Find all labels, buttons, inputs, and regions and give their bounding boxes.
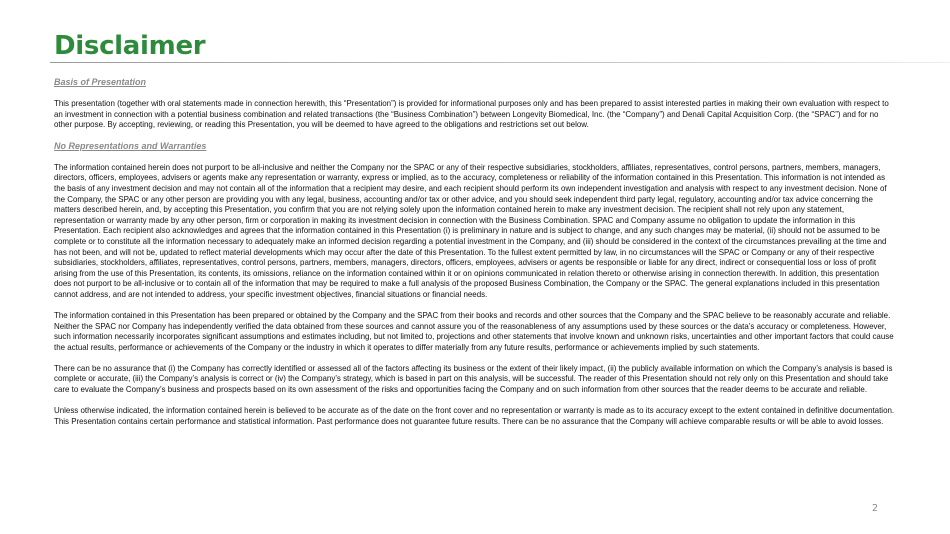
no-representations-heading: No Representations and Warranties (54, 140, 207, 151)
title-divider (50, 62, 950, 63)
page-number: 2 (872, 503, 879, 514)
page-title: Disclaimer (54, 31, 206, 61)
basis-of-presentation-paragraph: This presentation (together with oral statements made in connection herewith, this “Presentation”) is provided for informational purposes only and has been prepared to assist interested parties in making their own evaluation with respect to an investment in connection with a potential business combination and related transactions (the “Business Combination”) between Longevity Biomedical, Inc. (the “Company”) and Denali Capital Acquisition Corp. (the “SPAC”) and for no other purpose. By accepting, reviewing, or reading this Presentation, you will be deemed to have agreed to the obligations and restrictions set out below. (54, 99, 889, 130)
no-representations-paragraph-4: Unless otherwise indicated, the information contained herein is believed to be accurate as of the date on the front cover and no representation or warranty is made as to its accuracy except to the extent contained in definitive documentation. This Presentation contains certain performance and statistical information. Past performance does not guarantee future results. There can be no assurance that the Company will achieve comparable results or will be able to avoid losses. (54, 406, 895, 426)
no-representations-paragraph-1: The information contained herein does not purport to be all-inclusive and neither the Company nor the SPAC or any of their respective subsidiaries, stockholders, affiliates, representatives, control persons, partners, members, managers, directors, officers, employees, advisers or agents make any representation or warranty, express or implied, as to the accuracy, completeness or reliability of the information contained in this Presentation. This information is not intended as the basis of any investment decision and may not contain all of the information that a recipient may desire, and each recipient should perform its own independent investigation and analysis with respect to any investment decision. None of the Company, the SPAC or any other person are providing you with any legal, business, accounting and/or tax or other advice, and you should seek independent third party legal, regulatory, accounting and/or tax advice concerning the matters described herein, and, by accepting this Presentation, you confirm that you are not relying solely upon the information contained herein to make any investment decision. The recipient shall not rely upon any statement, representation or warranty made by any other person, firm or corporation in making its investment decision in connection with the Business Combination. SPAC and Company assume no obligation to update the information in this Presentation. Each recipient also acknowledges and agrees that the information contained in this Presentation (i) is preliminary in nature and is subject to change, and any such changes may be material, (ii) should not be assumed to be complete or to constitute all the information necessary to adequately make an informed decision regarding a potential investment in the Company, and (iii) should be considered in the context of the circumstances prevailing at the time and has not been, and will not be, updated to reflect material developments which may occur after the date of this Presentation. To the fullest extent permitted by law, in no circumstances will the SPAC or Company or any of their respective subsidiaries, stockholders, affiliates, representatives, control persons, partners, members, managers, directors, officers, employees, advisers or agents be responsible or liable for any direct, indirect or consequential loss or loss of profit arising from the use of this Presentation, its contents, its omissions, reliance on the information contained within it or on opinions communicated in relation thereto or otherwise arising in connection therewith. In addition, this presentation does not purport to be all-inclusive or to contain all of the information that may be required to make a full analysis of the proposed Business Combination, the Company or the SPAC. The general explanations included in this presentation cannot address, and are not intended to address, your specific investment objectives, financial situations or financial needs. (54, 162, 887, 299)
disclaimer-body (54, 76, 896, 427)
no-representations-paragraph-2: The information contained in this Presentation has been prepared or obtained by the Company and the SPAC from their books and records and other sources that the Company and the SPAC believe to be reasonably accurate and reliable. Neither the SPAC nor Company has independently verified the data obtained from these sources and cannot assure you of the reasonableness of any assumptions used by these sources or the data’s accuracy or completeness. However, such information necessarily incorporates significant assumptions and estimates including, but not limited to, projections and other statements that involve known and unknown risks, uncertainties and other important factors that could cause the actual results, performance or achievements of the Company or the industry in which it operates to differ materially from any future results, performance or achievements implied by such statements. (54, 311, 894, 352)
basis-of-presentation-heading: Basis of Presentation (54, 77, 147, 87)
no-representations-paragraph-3: There can be no assurance that (i) the Company has correctly identified or assessed all of the factors affecting its business or the extent of their likely impact, (ii) the publicly available information on which the Company’s analysis is based is complete or accurate, (iii) the Company’s analysis is correct or (iv) the Company’s strategy, which is based in part on this analysis, will be successful. The reader of this Presentation should not rely only on this Presentation and should take care to evaluate the Company’s business and prospects based on its own assessment of the risks and opportunities facing the Company and on such information from other sources that the reader deems to be accurate and reliable. (54, 363, 893, 395)
